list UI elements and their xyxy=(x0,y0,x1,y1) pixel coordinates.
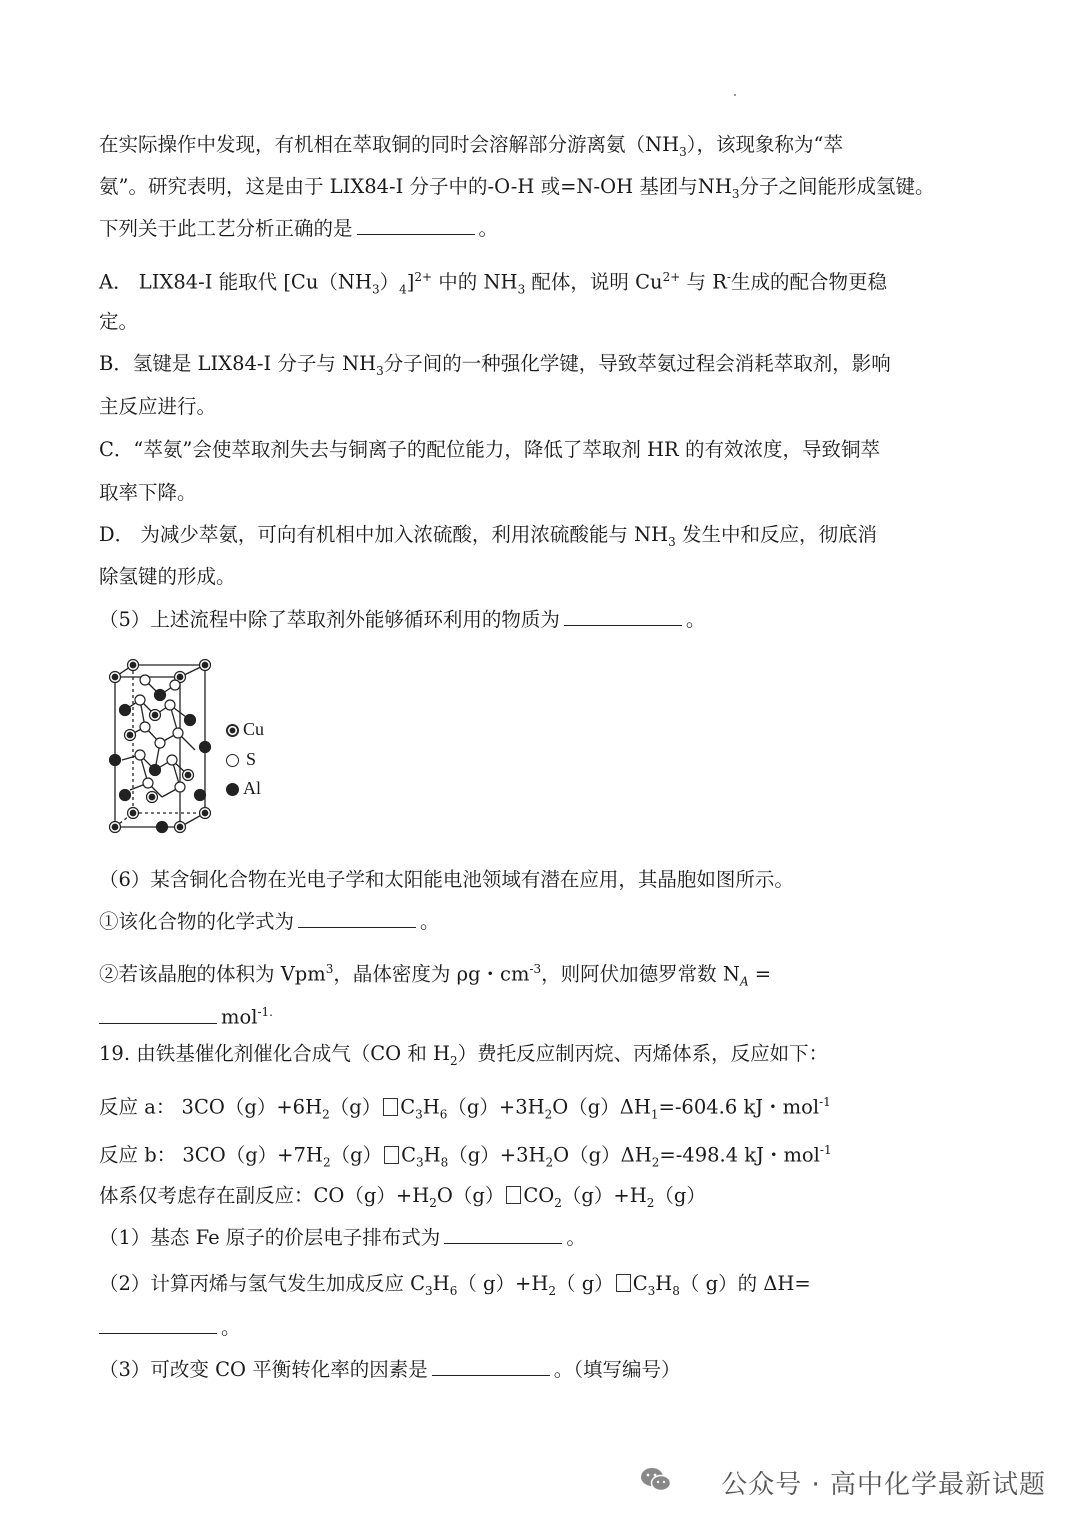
reaction-a: 反应 a： $3CO(g)+6H_2(g)$ $C_3H_6(g)+3H_2O(g)\Delta H_1=-604.6$ kJ・mol$^{-1}$ xyxy=(99,1095,831,1122)
option-b-line-2: 主反应进行。 xyxy=(99,395,217,418)
option-c-line-1: C．“萃氨”会使萃取剂失去与铜离子的配位能力，降低了萃取剂 HR 的有效浓度，导致铜萃 xyxy=(99,438,880,461)
answer-blank[interactable] xyxy=(564,607,682,626)
intro-line-2: 氨”。研究表明，这是由于 LIX84-I 分子中的-O-H 或=N-OH 基团与$NH_3$分子之间能形成氢键。 xyxy=(99,175,935,201)
equilibrium-arrow-icon xyxy=(506,1186,521,1204)
question-19-part-3: （3）可改变 CO 平衡转化率的因素是 。（填写编号） xyxy=(99,1358,681,1381)
question-5: （5）上述流程中除了萃取剂外能够循环利用的物质为 。 xyxy=(99,608,706,631)
option-a-line-1: A． LIX84-I 能取代 $[Cu(NH_3)_4]^{2+}$ 中的 $NH_3$ 配体，说明 $Cu^{2+}$ 与 R-生成的配合物更稳 xyxy=(99,270,887,297)
answer-blank[interactable] xyxy=(357,216,475,235)
legend-s-label: S xyxy=(246,749,257,769)
answer-blank[interactable] xyxy=(444,1225,562,1244)
question-6: （6）某含铜化合物在光电子学和太阳能电池领域有潜在应用，其晶胞如图所示。 xyxy=(99,868,794,891)
question-19-part-2-answer: 。 xyxy=(99,1314,1020,1342)
scan-dot xyxy=(734,94,736,96)
question-19-part-2: （2）计算丙烯与氢气发生加成反应 $C_3H_6$（ $g)+H_2$（ g） $C_3H_8$（ g）的 ΔH= xyxy=(99,1272,811,1298)
crystal-cell-diagram xyxy=(100,655,225,845)
equilibrium-arrow-icon xyxy=(384,1146,399,1164)
equilibrium-arrow-icon xyxy=(616,1274,631,1292)
reaction-b: 反应 b： $3CO(g)+7H_2(g)$ $C_3H_8(g)+3H_2O(g)\Delta H_2=-498.4$ kJ・mol$^{-1}$ xyxy=(99,1143,832,1170)
answer-blank[interactable] xyxy=(99,1315,217,1334)
side-reaction: 体系仅考虑存在副反应：$CO(g)+H_2O(g)$ $CO_2(g)+H_2(g)$ xyxy=(99,1184,706,1210)
intro-line-1: 在实际操作中发现，有机相在萃取铜的同时会溶解部分游离氨$(NH_3)$，该现象称为“萃 xyxy=(99,133,843,159)
option-d-line-2: 除氢键的形成。 xyxy=(99,565,236,588)
footer-watermark: 公众号 · 高中化学最新试题 xyxy=(721,1470,1046,1500)
question-19: 19. 由铁基催化剂催化合成气（CO 和 $H_2$）费托反应制丙烷、丙烯体系，反应如下： xyxy=(99,1042,829,1068)
option-a-line-2: 定。 xyxy=(99,310,139,333)
option-b-line-1: B．氢键是 LIX84-I 分子与 $NH_3$分子间的一种强化学键，导致萃氨过程会消耗萃取剂，影响 xyxy=(99,352,891,378)
question-6-part-2: ②若该晶胞的体积为 Vpm$^3$，晶体密度为 ρg・$cm^{-3}$，则阿伏加德罗常数 $N_A$ = xyxy=(99,962,772,989)
answer-blank[interactable] xyxy=(298,909,416,928)
answer-blank[interactable] xyxy=(99,1005,217,1024)
legend-cu-label: Cu xyxy=(243,719,265,739)
question-19-part-1: （1）基态 Fe 原子的价层电子排布式为 。 xyxy=(99,1226,586,1249)
question-6-part-2-unit: mol$^{-1.}$ xyxy=(99,998,1020,1032)
wechat-icon xyxy=(640,1466,672,1494)
legend-al-icon xyxy=(226,783,239,796)
intro-line-3: 下列关于此工艺分析正确的是 。 xyxy=(99,217,499,240)
option-d-line-1: D． 为减少萃氨，可向有机相中加入浓硫酸，利用浓硫酸能与 $NH_3$ 发生中和反应，彻底消 xyxy=(99,523,877,549)
option-c-line-2: 取率下降。 xyxy=(99,481,197,504)
legend-cu-icon xyxy=(226,724,239,737)
legend-s-icon xyxy=(226,754,239,767)
question-6-part-1: ①该化合物的化学式为 。 xyxy=(99,910,440,933)
legend-al-label: Al xyxy=(243,778,261,798)
answer-blank[interactable] xyxy=(432,1357,550,1376)
equilibrium-arrow-icon xyxy=(383,1098,398,1116)
